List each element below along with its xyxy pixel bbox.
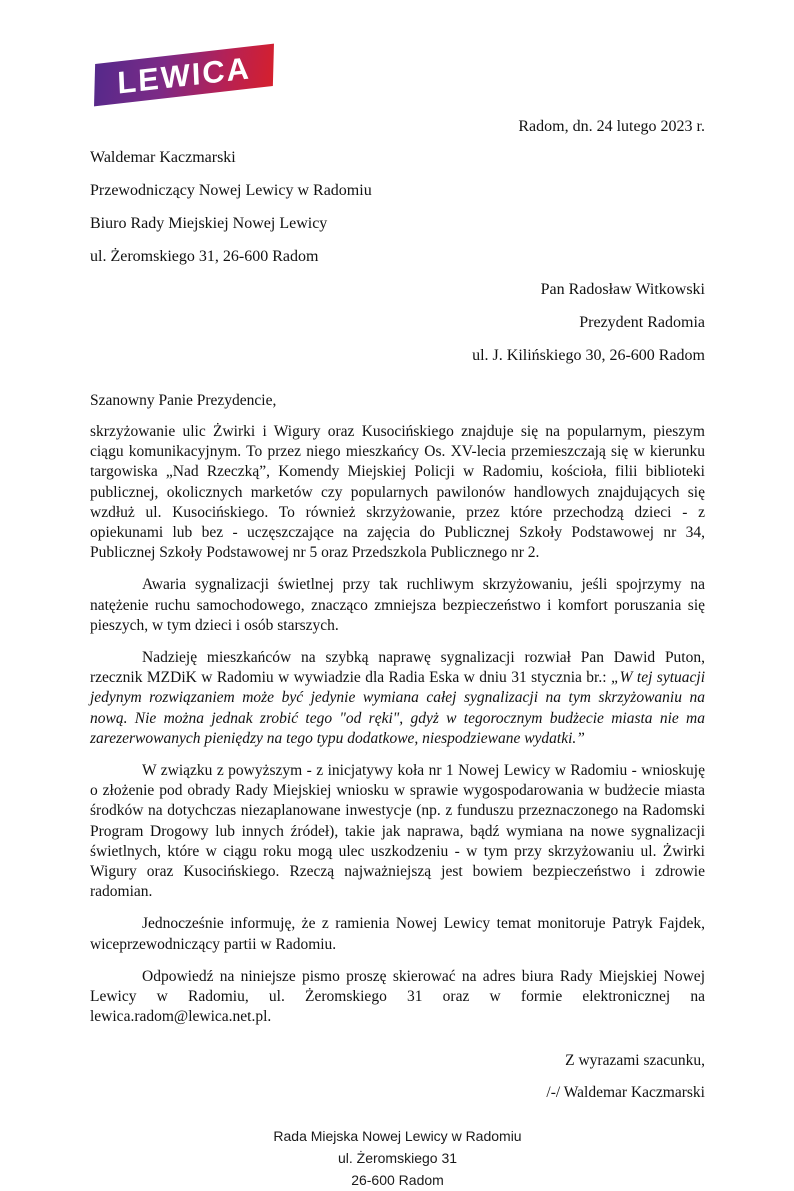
recipient-name: Pan Radosław Witkowski [540, 281, 705, 298]
date-line: Radom, dn. 24 lutego 2023 r. [518, 118, 705, 135]
body-paragraph-3 [90, 648, 705, 749]
sender-title: Przewodniczący Nowej Lewicy w Radomiu [90, 182, 372, 199]
closing-block [90, 1045, 705, 1109]
logo-row [90, 44, 705, 104]
salutation: Szanowny Panie Prezydencie, [90, 392, 277, 409]
sender-block [90, 141, 705, 273]
quoted-statement: „W tej sytuacji jedynym rozwiązaniem może być jedynie wymiana całej sygnalizacji na tym skrzyżowaniu na nową. Nie można jednak zrobić tego "od ręki", gdyż w tegorocznym budżecie miasta nie ma zarezerwowanych pieniędzy na tego typu dodatkowe, niespodziewane wydatki.” [90, 669, 705, 747]
recipient-title: Prezydent Radomia [579, 314, 705, 331]
sender-address: ul. Żeromskiego 31, 26-600 Radom [90, 248, 319, 265]
closing-phrase: Z wyrazami szacunku, [565, 1052, 705, 1070]
body-paragraph-2: Awaria sygnalizacji świetlnej przy tak ruchliwym skrzyżowaniu, jeśli spojrzymy na natężenie ruchu samochodowego, znacząco zmniejsza bezpieczeństwo i komfort poruszania się pieszych, w tym dzieci i osób starszych. [90, 576, 705, 634]
recipient-address: ul. J. Kilińskiego 30, 26-600 Radom [472, 347, 705, 364]
body-paragraph-6: Odpowiedź na niniejsze pismo proszę skierować na adres biura Rady Miejskiej Nowej Lewicy w Radomiu, ul. Żeromskiego 31 oraz w formie elektronicznej na lewica.radom@lewica.net.pl. [90, 967, 705, 1026]
sender-name: Waldemar Kaczmarski [90, 149, 236, 166]
body-paragraph-5: Jednocześnie informuję, że z ramienia Nowej Lewicy temat monitoruje Patryk Fajdek, wiceprzewodniczący partii w Radomiu. [90, 915, 705, 953]
footer-block [90, 1125, 705, 1191]
signature-line: /-/ Waldemar Kaczmarski [546, 1084, 705, 1102]
lewica-logo [94, 44, 274, 107]
body-paragraph-4: W związku z powyższym - z inicjatywy koła nr 1 Nowej Lewicy w Radomiu - wnioskuję o złożenie pod obrady Rady Miejskiej wniosku w sprawie wygospodarowania w budżecie miasta środków na dotychczas niezaplanowane inwestycje (np. z funduszu przeznaczonego na Radomski Program Drogowy lub innych źródeł), takie jak naprawa, bądź wymiana na nowe sygnalizacji świetlnych, które w ciągu roku mogą ulec uszkodzeniu - w tym przy skrzyżowaniu ul. Żwirki Wigury oraz Kusocińskiego. Rzeczą najważniejszą jest bowiem bezpieczeństwo i zdrowie radomian. [90, 762, 705, 901]
footer-city: 26-600 Radom [351, 1172, 444, 1189]
footer-org: Rada Miejska Nowej Lewicy w Radomiu [273, 1128, 522, 1145]
letter-body [90, 422, 705, 1027]
footer-street: ul. Żeromskiego 31 [337, 1150, 458, 1167]
body-paragraph-1: skrzyżowanie ulic Żwirki i Wigury oraz Kusocińskiego znajduje się na popularnym, pieszym ciągu komunikacyjnym. To przez niego mieszkańcy Os. XV-lecia przemieszczają się w kierunku targowiska „Nad Rzeczką”, Komendy Miejskiej Policji w Radomiu, kościoła, filii biblioteki publicznej, okolicznych marketów czy popularnych pawilonów handlowych znajdujących się wzdłuż ul. Kusocińskiego. To również skrzyżowanie, przez które przechodzą dzieci - z opiekunami lub bez - uczęszczające na zajęcia do Publicznej Szkoły Podstawowej nr 34, Publicznej Szkoły Podstawowej nr 5 oraz Przedszkola Publicznego nr 2. [90, 423, 705, 562]
lewica-logo-text: LEWICA [116, 49, 252, 101]
sender-office: Biuro Rady Miejskiej Nowej Lewicy [90, 215, 328, 232]
body-paragraph-3-lead: Nadzieję mieszkańców na szybką naprawę sygnalizacji rozwiał Pan Dawid Puton, rzecznik MZDiK w Radomiu w wywiadzie dla Radia Eska w dniu 31 stycznia br.: [90, 649, 705, 687]
recipient-block [90, 273, 705, 372]
